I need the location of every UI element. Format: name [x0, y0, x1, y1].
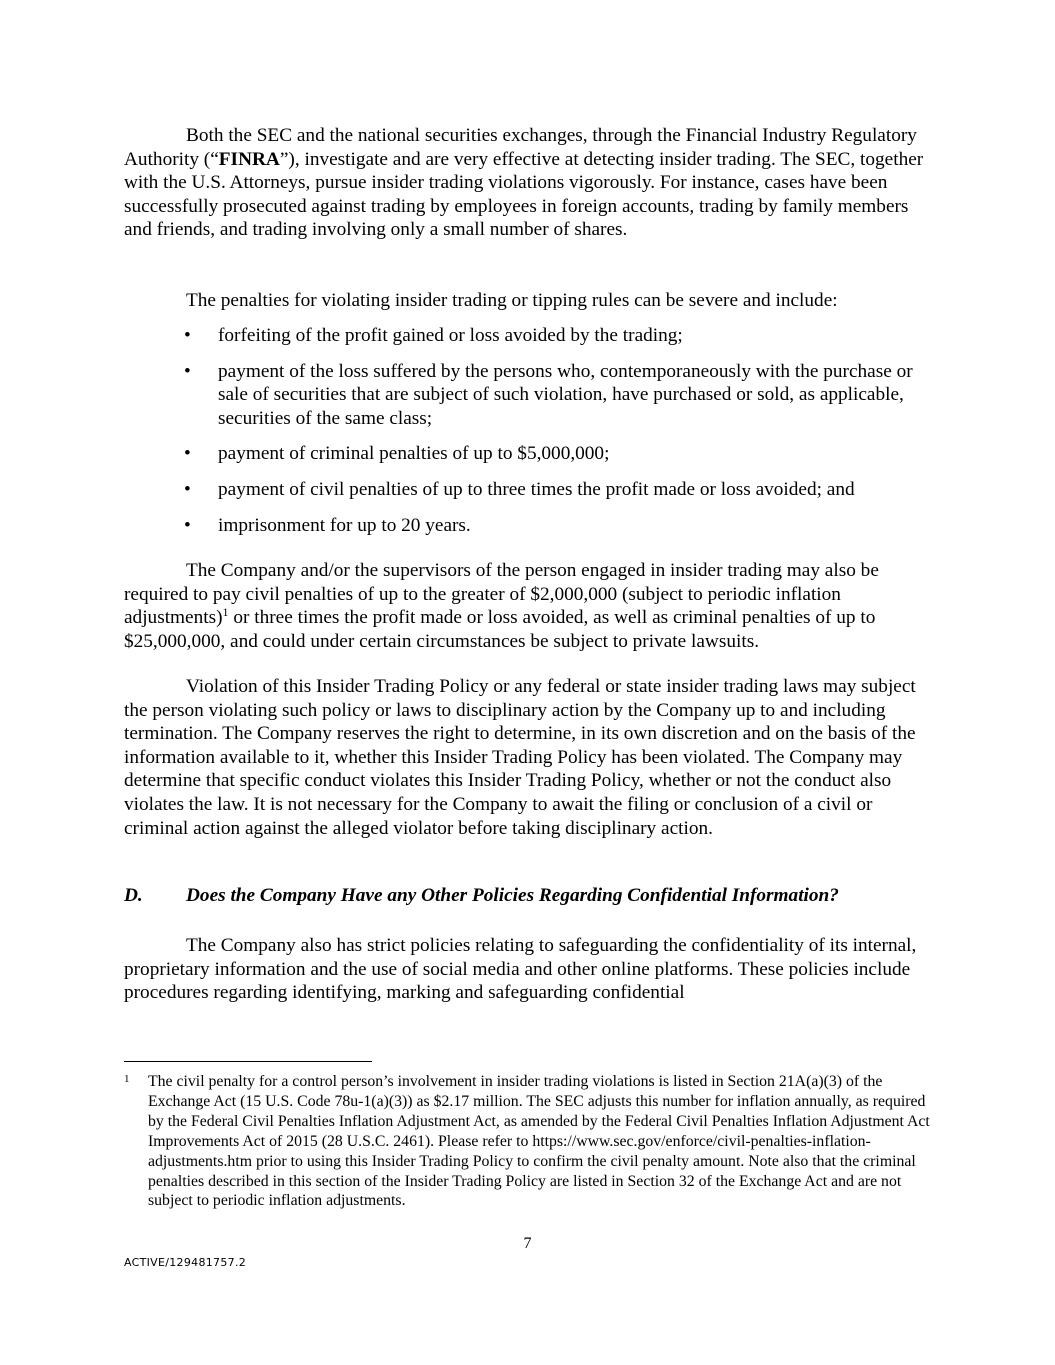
- page-number: 7: [523, 1235, 532, 1252]
- footnote-text: The civil penalty for a control person’s involvement in insider trading violations is listed in Section 21A(a)(3) of the Exchange Act (15 U.S. Code 78u-1(a)(3)) as $2.17 million. The SEC adjusts this number for inflation annually, as required by the Federal Civil Penalties Inflation Adjustment Act, as amended by the Federal Civil Penalties Inflation Adjustment Act Improvements Act of 2015 (28 U.S.C. 2461). Please refer to https://www.sec.gov/enforce/civil-penalties-inflation-adjustments.htm prior to using this Insider Trading Policy to confirm the civil penalty amount. Note also that the criminal penalties described in this section of the Insider Trading Policy are listed in Section 32 of the Exchange Act and are not subject to periodic inflation adjustments.: [148, 1073, 930, 1210]
- section-title: Does the Company Have any Other Policies Regarding Confidential Information?: [186, 885, 839, 906]
- list-item: • payment of the loss suffered by the persons who, contemporaneously with the purchase or sale of securities that are subject of such violation, have purchased or sold, as applicable, securities of the same class;: [184, 360, 913, 429]
- penalties-list: [124, 324, 934, 537]
- paragraph-detection: [124, 124, 934, 242]
- section-letter: D.: [124, 885, 143, 906]
- paragraph-violation: Violation of this Insider Trading Policy or any federal or state insider trading laws may subject the person violating such policy or laws to disciplinary action by the Company up to and including termination. The Company reserves the right to determine, in its own discretion and on the basis of the information available to it, whether this Insider Trading Policy has been violated. The Company may determine that specific conduct violates this Insider Trading Policy, whether or not the conduct also violates the law. It is not necessary for the Company to await the filing or conclusion of a civil or criminal action against the alleged violator before taking disciplinary action.: [124, 676, 916, 839]
- bullet-icon: •: [184, 325, 191, 346]
- paragraph-company-penalties: The Company and/or the supervisors of the person engaged in insider trading may also be required to pay civil penalties of up to the greater of $2,000,000 (subject to periodic inflation adjustments)$^1$ or three times the profit made or loss avoided, as well as criminal penalties of up to $25,000,000, and could under certain circumstances be subject to private lawsuits.: [124, 560, 879, 652]
- document-id: ACTIVE/129481757.2: [124, 1256, 247, 1269]
- footnote-number: 1: [124, 1073, 130, 1085]
- bullet-icon: •: [184, 443, 191, 465]
- list-item: • payment of criminal penalties of up to $5,000,000;: [184, 443, 610, 465]
- paragraph-penalties-intro: The penalties for violating insider trading or tipping rules can be severe and include:: [186, 290, 838, 311]
- list-item: • payment of civil penalties of up to three times the profit made or loss avoided; and: [184, 478, 855, 500]
- footnote: [124, 1072, 934, 1211]
- p1-after: ”), investigate and are very effective at detecting insider trading. The SEC, together with the U.S. Attorneys, pursue insider trading violations vigorously. For instance, cases have been successfully prosecuted against trading by employees in foreign accounts, trading by family members and friends, and trading involving only a small number of shares.: [124, 148, 924, 241]
- paragraph-confidential: The Company also has strict policies relating to safeguarding the confidentiality of its internal, proprietary information and the use of social media and other online platforms. These policies include procedures regarding identifying, marking and safeguarding confidential: [124, 935, 917, 1004]
- p1-before: Both the SEC and the national securities exchanges, through the Financial Industry Regulatory Authority (“: [124, 125, 917, 170]
- finra-term: FINRA: [218, 148, 280, 170]
- footnote-reference[interactable]: 1: [222, 605, 229, 620]
- bullet-icon: •: [184, 360, 191, 382]
- list-item: • imprisonment for up to 20 years.: [184, 514, 471, 536]
- section-heading: [124, 885, 839, 907]
- list-item: • forfeiting of the profit gained or loss avoided by the trading;: [184, 325, 683, 346]
- footnote-divider: [124, 1061, 372, 1062]
- bullet-icon: •: [184, 514, 191, 536]
- bullet-icon: •: [184, 478, 191, 500]
